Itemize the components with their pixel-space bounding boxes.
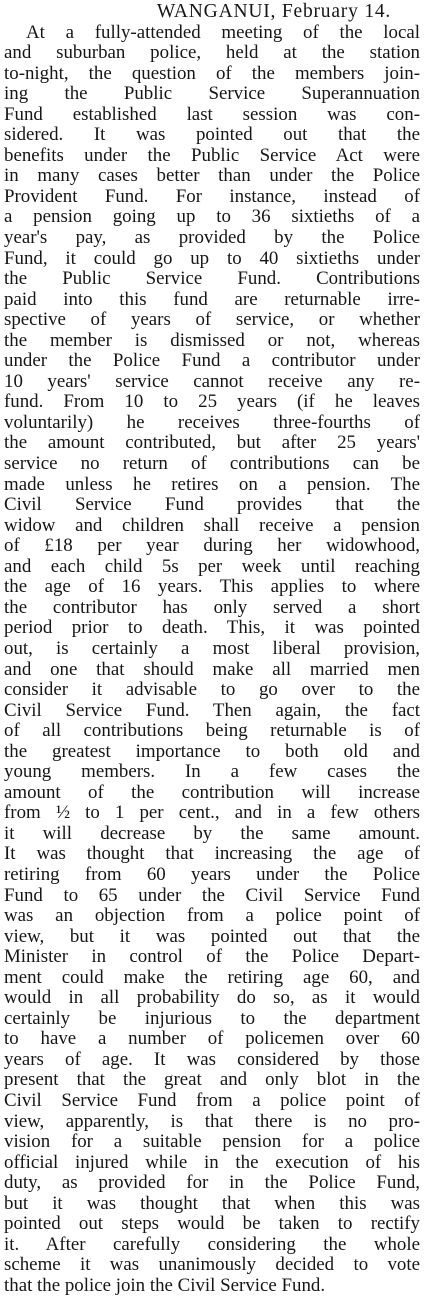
text-line: At a fully-attended meeting of the local <box>26 22 420 43</box>
text-line: from ½ to 1 per cent., and in a few others <box>4 803 420 824</box>
text-line: young members. In a few cases the <box>4 762 420 783</box>
text-line: official injured while in the execution of his <box>4 1152 420 1173</box>
text-line: it. After carefully considering the whole <box>4 1234 420 1255</box>
text-line: and one that should make all married men <box>4 659 420 680</box>
text-line: certainly be injurious to the department <box>4 1008 420 1029</box>
text-line: would in all probability do so, as it would <box>4 988 420 1009</box>
text-line: paid into this fund are returnable irre- <box>4 289 420 310</box>
text-line: consider it advisable to go over to the <box>4 680 420 701</box>
text-line: Minister in control of the Police Depart- <box>4 947 420 968</box>
text-line: of all contributions being returnable is of <box>4 721 420 742</box>
text-line: period prior to death. This, it was pointed <box>4 618 420 639</box>
text-line: Civil Service Fund provides that the <box>4 495 420 516</box>
text-line: Fund, it could go up to 40 sixtieths under <box>4 248 420 269</box>
text-line: spective of years of service, or whether <box>4 310 420 331</box>
text-line: the contributor has only served a short <box>4 597 420 618</box>
text-line: widow and children shall receive a pension <box>4 515 420 536</box>
text-line: was an objection from a police point of <box>4 906 420 927</box>
text-line: benefits under the Public Service Act were <box>4 145 420 166</box>
text-line: Civil Service Fund. Then again, the fact <box>4 700 420 721</box>
text-line: it will decrease by the same amount. <box>4 823 420 844</box>
text-line: sidered. It was pointed out that the <box>4 125 420 146</box>
text-line: Provident Fund. For instance, instead of <box>4 186 420 207</box>
text-line: vision for a suitable pension for a police <box>4 1132 420 1153</box>
text-line: to-night, the question of the members join- <box>4 63 420 84</box>
dateline: WANGANUI, February 14. <box>156 1 392 22</box>
text-line: and suburban police, held at the station <box>4 43 420 64</box>
text-line: voluntarily) he receives three-fourths of <box>4 412 420 433</box>
text-line: present that the great and only blot in the <box>4 1070 420 1091</box>
text-line: the Public Service Fund. Contributions <box>4 269 420 290</box>
text-line: to have a number of policemen over 60 <box>4 1029 420 1050</box>
text-line: Fund to 65 under the Civil Service Fund <box>4 885 420 906</box>
text-line: view, apparently, is that there is no pro- <box>4 1111 420 1132</box>
text-line: the amount contributed, but after 25 years' <box>4 433 420 454</box>
text-line: in many cases better than under the Police <box>4 166 420 187</box>
text-line: a pension going up to 36 sixtieths of a <box>4 207 420 228</box>
text-line: of £18 per year during her widowhood, <box>4 536 420 557</box>
text-line: amount of the contribution will increase <box>4 782 420 803</box>
text-line: scheme it was unanimously decided to vote <box>4 1255 420 1276</box>
text-line: that the police join the Civil Service Fund. <box>4 1275 326 1296</box>
text-line: retiring from 60 years under the Police <box>4 864 420 885</box>
text-line: fund. From 10 to 25 years (if he leaves <box>4 392 420 413</box>
text-line: but it was thought that when this was <box>4 1193 420 1214</box>
text-line: It was thought that increasing the age of <box>4 844 420 865</box>
text-line: out, is certainly a most liberal provision, <box>4 638 420 659</box>
text-line: made unless he retires on a pension. The <box>4 474 420 495</box>
text-line: the greatest importance to both old and <box>4 741 420 762</box>
text-line: Fund established last session was con- <box>4 104 420 125</box>
text-line: years of age. It was considered by those <box>4 1049 420 1070</box>
text-line: year's pay, as provided by the Police <box>4 228 420 249</box>
text-line: duty, as provided for in the Police Fund, <box>4 1173 420 1194</box>
text-line: pointed out steps would be taken to rectify <box>4 1214 420 1235</box>
text-line: service no return of contributions can be <box>4 454 420 475</box>
text-line: ing the Public Service Superannuation <box>4 84 420 105</box>
text-line: view, but it was pointed out that the <box>4 926 420 947</box>
text-line: Civil Service Fund from a police point of <box>4 1090 420 1111</box>
text-line: the age of 16 years. This applies to where <box>4 577 420 598</box>
article-body <box>4 23 420 1296</box>
text-line: 10 years' service cannot receive any re- <box>4 371 420 392</box>
text-line: the member is dismissed or not, whereas <box>4 330 420 351</box>
text-line: under the Police Fund a contributor under <box>4 351 420 372</box>
text-line: ment could make the retiring age 60, and <box>4 967 420 988</box>
text-line: and each child 5s per week until reaching <box>4 556 420 577</box>
